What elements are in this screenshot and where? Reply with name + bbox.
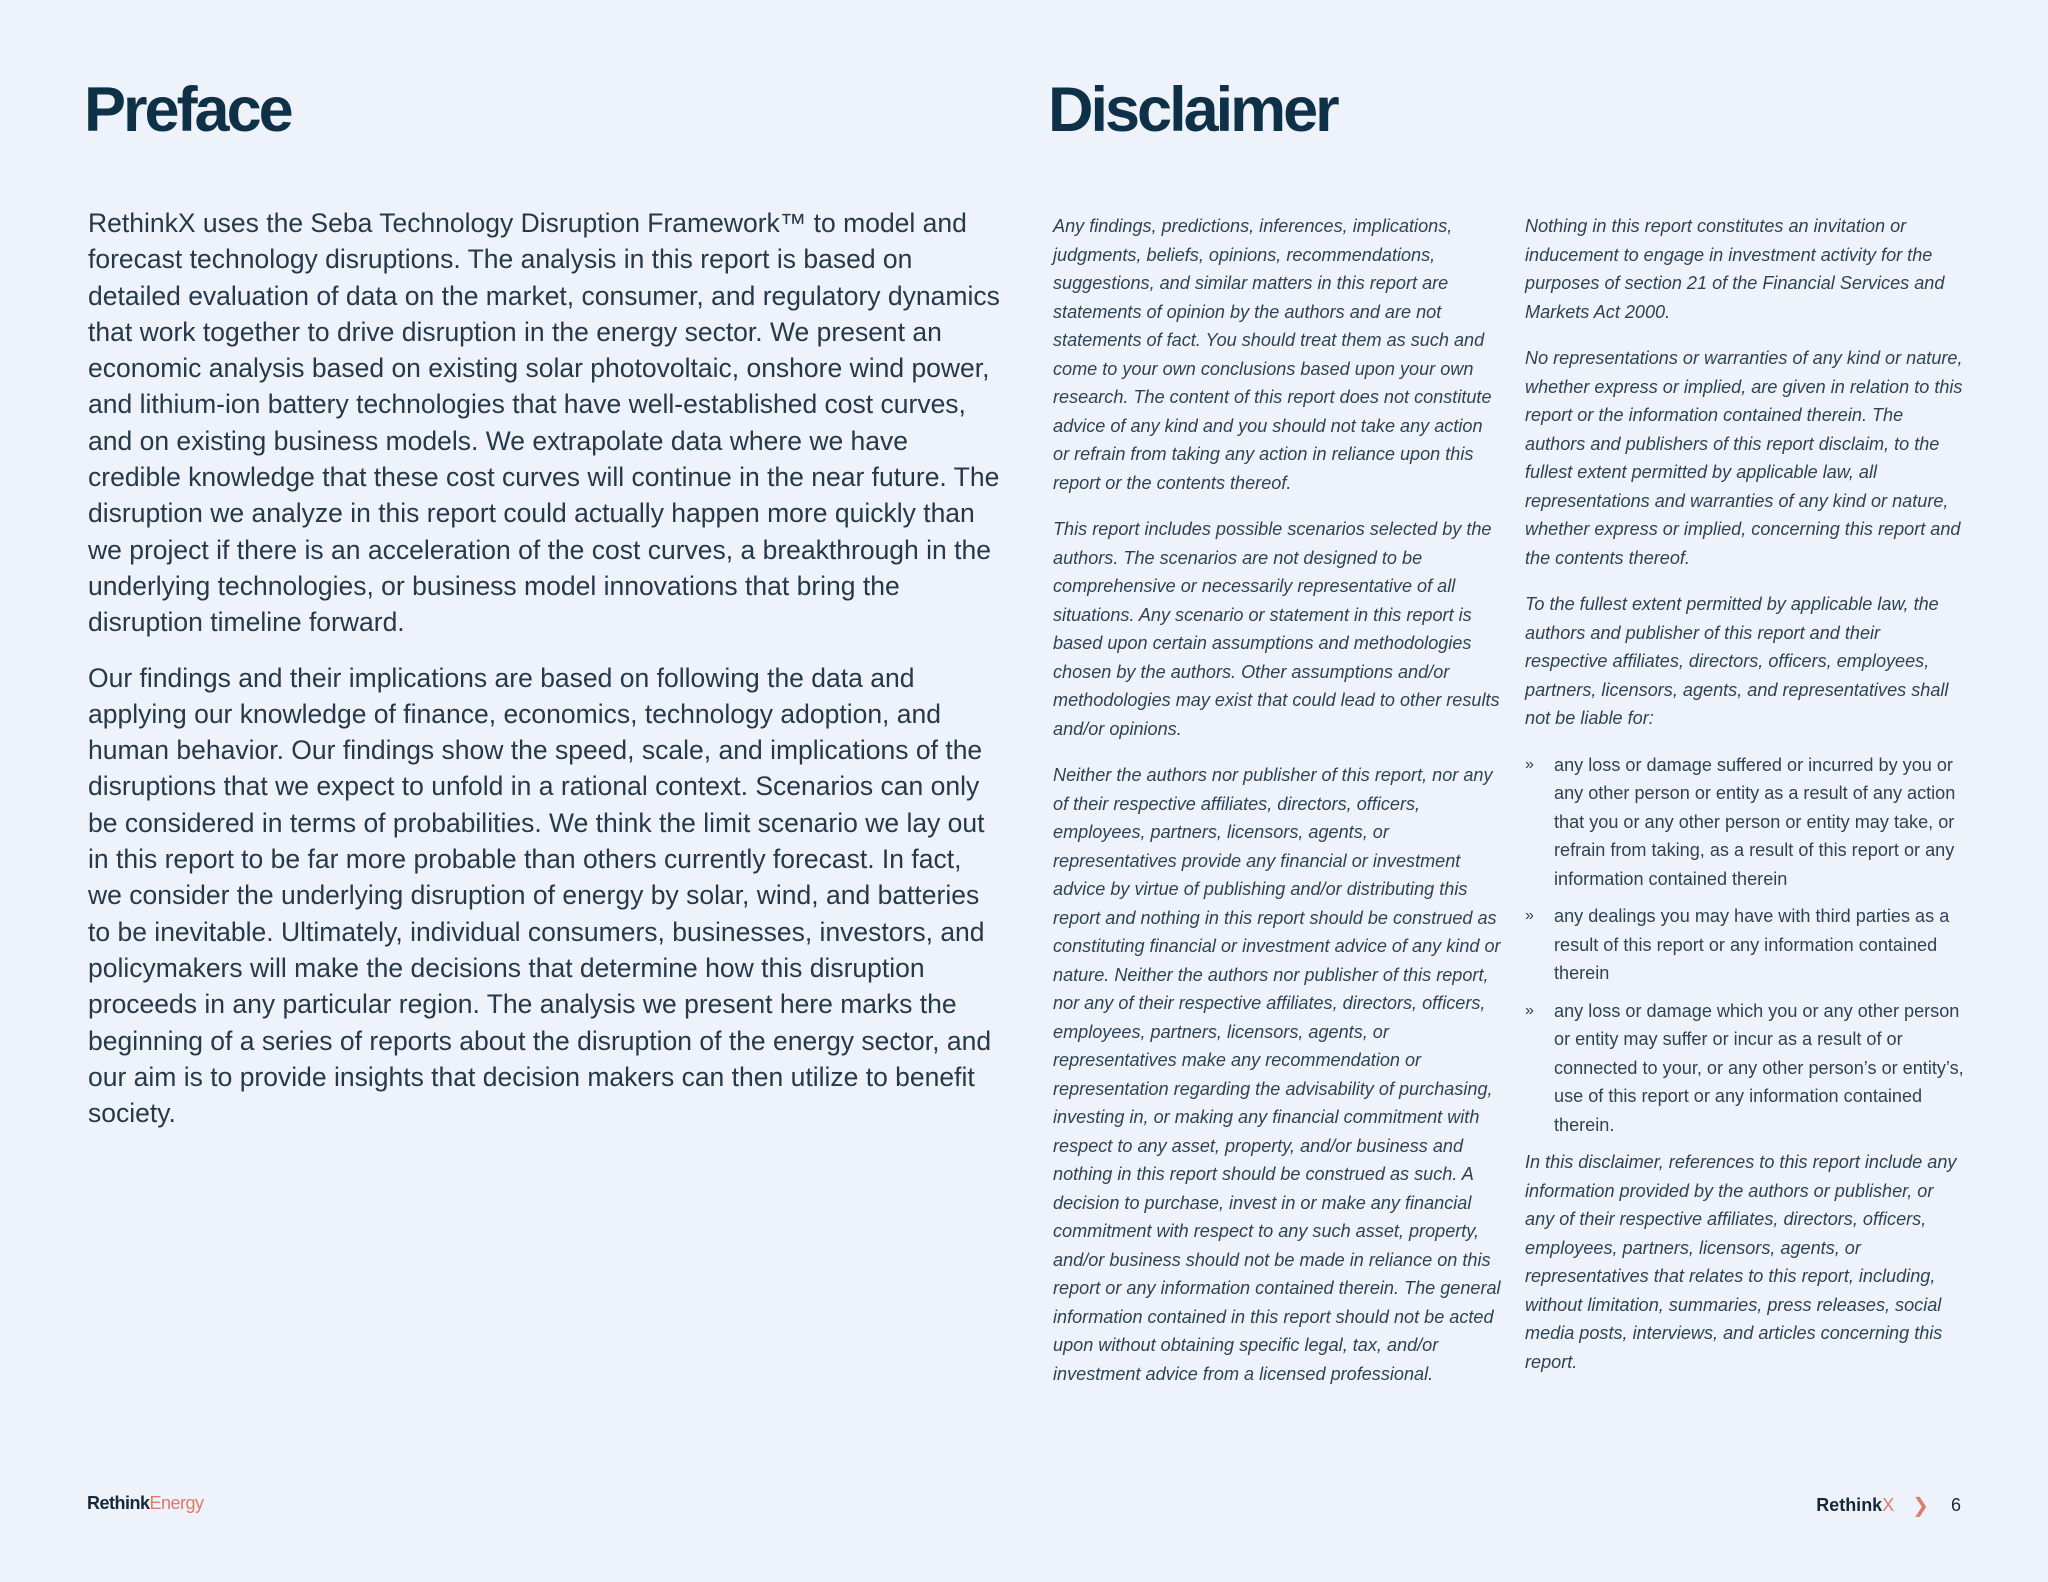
bullet-chevron-icon: » — [1525, 1001, 1534, 1019]
page-number: 6 — [1950, 1495, 1961, 1515]
chevron-right-icon: ❯ — [1912, 1495, 1929, 1517]
liability-list — [1525, 751, 1965, 1140]
footer-brand-energy: Energy — [149, 1493, 204, 1513]
list-item — [1525, 902, 1965, 988]
list-item-text: any loss or damage which you or any other person or entity may suffer or incur as a result of or connected to your, or any other person’s or entity’s, use of this report or any information contained therein. — [1554, 1000, 1964, 1135]
disclaimer-paragraph: No representations or warranties of any kind or nature, whether express or implied, are given in relation to this report or the information contained therein. The authors and publishers of this report disclaim, to the fullest extent permitted by applicable law, all representations and warranties of any kind or nature, whether express or implied, concerning this report and the contents thereof. — [1525, 348, 1963, 568]
bullet-chevron-icon: » — [1525, 907, 1534, 924]
footer-page-info — [1816, 1493, 1961, 1518]
bullet-chevron-icon: » — [1525, 755, 1534, 773]
list-item — [1525, 751, 1965, 894]
preface-paragraph: Our findings and their implications are based on following the data and applying our knowledge of finance, economics, technology adoption, and human behavior. Our findings show the speed, scale, and implications of the disruptions that we expect to unfold in a rational context. Scenarios can only be considered in terms of probabilities. We think the limit scenario we lay out in this report to be far more probable than others currently forecast. In fact, we consider the underlying disruption of energy by solar, wind, and batteries to be inevitable. Ultimately, individual consumers, businesses, investors, and policymakers will make the decisions that determine how this disruption proceeds in any particular region. The analysis we present here marks the beginning of a series of reports about the disruption of the energy sector, and our aim is to provide insights that decision makers can then utilize to benefit society. — [88, 662, 992, 1129]
footer-brand-rethink-right: Rethink — [1816, 1495, 1883, 1515]
disclaimer-paragraph: Neither the authors nor publisher of this report, nor any of their respective affiliates, directors, officers, employees, partners, licensors, agents, or representatives provide any financial or investment advice by virtue of publishing and/or distributing this report and nothing in this report should be construed as constituting financial or investment advice of any kind or nature. Neither the authors nor publisher of this report, nor any of their respective affiliates, directors, officers, employees, partners, licensors, agents, or representatives make any recommendation or representation regarding the advisability of purchasing, investing in, or making any financial commitment with respect to any asset, property, and/or business and nothing in this report should be construed as such. A decision to purchase, invest in or make any financial commitment with respect to any such asset, property, and/or business should not be made in reliance on this report or any information contained therein. The general information contained in this report should not be acted upon without obtaining specific legal, tax, and/or investment advice from a licensed professional. — [1053, 765, 1501, 1384]
footer-brand-x: X — [1882, 1495, 1895, 1515]
disclaimer-title: Disclaimer — [1048, 75, 1337, 145]
footer-brand-rethink: Rethink — [87, 1493, 150, 1513]
disclaimer-closing: In this disclaimer, references to this report include any information provided by the authors or publisher, or any of their respective affiliates, directors, officers, employees, partners, licensors, agents, or representatives that relates to this report, including, without limitation, summaries, press releases, social media posts, interviews, and articles concerning this report. — [1525, 1152, 1957, 1372]
preface-body — [88, 205, 1000, 1150]
disclaimer-paragraph: Any findings, predictions, inferences, implications, judgments, beliefs, opinions, recommendations, suggestions, and similar matters in this report are statements of opinion by the authors and are not statements of fact. You should treat them as such and come to your own conclusions based upon your own research. The content of this report does not constitute advice of any kind and you should not take any action or refrain from taking any action in reliance upon this report or the contents thereof. — [1053, 216, 1492, 493]
preface-paragraph: RethinkX uses the Seba Technology Disruption Framework™ to model and forecast technology disruptions. The analysis in this report is based on detailed evaluation of data on the market, consumer, and regulatory dynamics that work together to drive disruption in the energy sector. We present an economic analysis based on existing solar photovoltaic, onshore wind power, and lithium-ion battery technologies that have well-established cost curves, and on existing business models. We extrapolate data where we have credible knowledge that these cost curves will continue in the near future. The disruption we analyze in this report could actually happen more quickly than we project if there is an acceleration of the cost curves, a breakthrough in the underlying technologies, or business model innovations that bring the disruption timeline forward. — [88, 208, 1000, 638]
disclaimer-paragraph: This report includes possible scenarios selected by the authors. The scenarios are not designed to be comprehensive or necessarily representative of all situations. Any scenario or statement in this report is based upon certain assumptions and methodologies chosen by the authors. Other assumptions and/or methodologies may exist that could lead to other results and/or opinions. — [1053, 519, 1500, 739]
list-item — [1525, 997, 1965, 1140]
list-item-text: any loss or damage suffered or incurred by you or any other person or entity as a result of any action that you or any other person or entity may take, or refrain from taking, as a result of this report or any information contained therein — [1554, 754, 1956, 889]
disclaimer-paragraph: To the fullest extent permitted by applicable law, the authors and publisher of this report and their respective affiliates, directors, officers, employees, partners, licensors, agents, and representatives shall not be liable for: — [1525, 594, 1949, 728]
disclaimer-column-2 — [1525, 212, 1965, 1394]
preface-title: Preface — [84, 75, 291, 145]
footer-logo-rethink-energy — [87, 1493, 204, 1514]
disclaimer-paragraph: Nothing in this report constitutes an invitation or inducement to engage in investment activity for the purposes of section 21 of the Financial Services and Markets Act 2000. — [1525, 216, 1945, 322]
list-item-text: any dealings you may have with third parties as a result of this report or any information contained therein — [1554, 906, 1950, 983]
disclaimer-column-1 — [1053, 212, 1503, 1406]
footer-logo-rethinkx — [1816, 1495, 1894, 1516]
